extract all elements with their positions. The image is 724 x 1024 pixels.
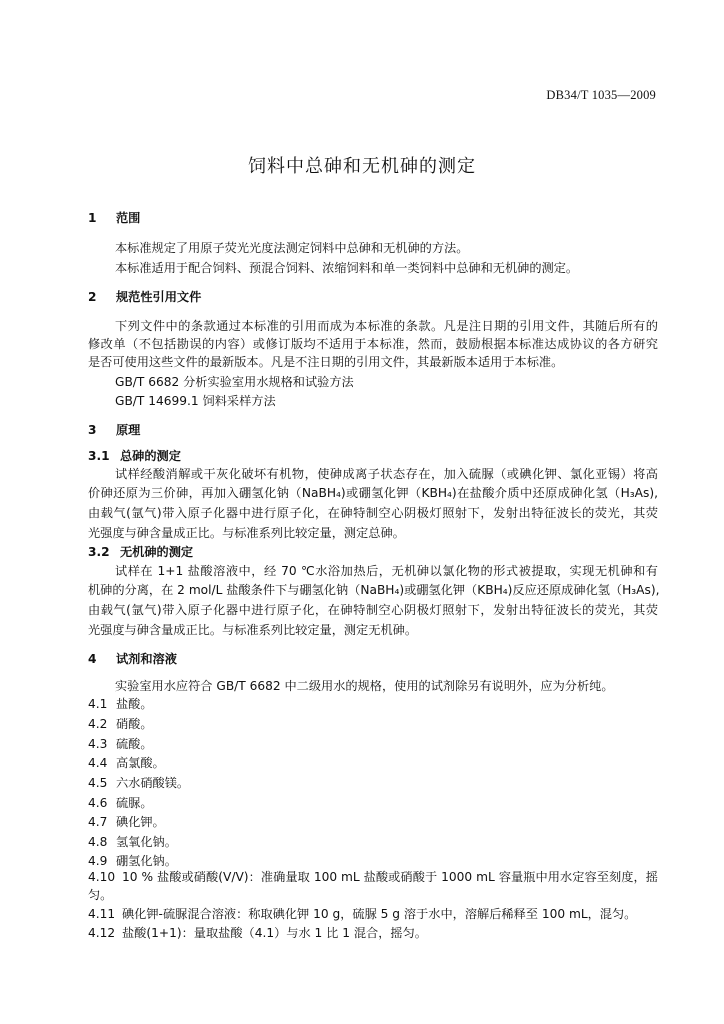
list-item	[88, 834, 658, 850]
subsection-3-2-heading	[88, 544, 658, 560]
item-text: 盐酸。	[116, 697, 153, 711]
item-number: 4.5	[88, 776, 108, 790]
paragraph-line: 本标准适用于配合饲料、预混合饲料、浓缩饲料和单一类饲料中总砷和无机砷的测定。	[115, 261, 579, 275]
list-item	[88, 736, 658, 752]
item-number: 4.1	[88, 697, 108, 711]
item-number: 4.3	[88, 737, 108, 751]
item-text: 碘化钾。	[116, 815, 165, 829]
item-number: 4.4	[88, 756, 108, 770]
list-item	[88, 755, 658, 771]
paragraph-line: 下列文件中的条款通过本标准的引用而成为本标准的条款。凡是注日期的引用文件，其随后所有的	[115, 319, 658, 333]
section-title: 范围	[116, 211, 141, 225]
item-number: 4.12	[88, 926, 116, 940]
paragraph-line: 修改单（不包括勘误的内容）或修订版均不适用于本标准，然而，鼓励根据本标准达成协议的各方研究	[88, 337, 658, 351]
list-item	[88, 696, 658, 712]
item-text: 硝酸。	[116, 717, 153, 731]
section-2-heading	[88, 289, 658, 305]
list-item	[88, 869, 658, 885]
paragraph-line: 光强度与砷含量成正比。与标准系列比较定量，测定无机砷。	[88, 623, 418, 637]
item-text: 硫酸。	[116, 737, 153, 751]
paragraph-line: 机砷的分离，在 2 mol/L 盐酸条件下与硼氢化钠（NaBH₄)或硼氢化钾（KBH₄)反应还原成砷化氢（H₃As),	[88, 583, 660, 597]
document-title: 饲料中总砷和无机砷的测定	[248, 156, 476, 177]
item-number: 4.8	[88, 835, 108, 849]
item-number: 4.9	[88, 854, 108, 868]
section-title: 试剂和溶液	[116, 652, 177, 666]
section-4-heading	[88, 651, 658, 667]
item-number: 4.2	[88, 717, 108, 731]
section-title: 原理	[116, 423, 141, 437]
subsection-title: 无机砷的测定	[120, 545, 194, 559]
paragraph-line: 由载气(氩气)带入原子化器中进行原子化，在砷特制空心阴极灯照射下，发射出特征波长的荧光，其荧	[88, 506, 658, 520]
item-number: 4.10	[88, 870, 116, 884]
paragraph-line: 试样经酸消解或干灰化破坏有机物，使砷成离子状态存在，加入硫脲（或碘化钾、氯化亚锡）将高	[115, 467, 658, 481]
item-text: 氢氧化钠。	[116, 835, 177, 849]
paragraph-line: 实验室用水应符合 GB/T 6682 中二级用水的规格，使用的试剂除另有说明外，应为分析纯。	[115, 679, 614, 693]
item-number: 4.11	[88, 907, 116, 921]
subsection-3-1-heading	[88, 448, 658, 464]
item-text: 硼氢化钠。	[116, 854, 177, 868]
item-text: 10 % 盐酸或硝酸(V/V)：准确量取 100 mL 盐酸或硝酸于 1000 mL 容量瓶中用水定容至刻度，摇	[122, 870, 658, 884]
paragraph-line: 光强度与砷含量成正比。与标准系列比较定量，测定总砷。	[88, 526, 405, 540]
paragraph-line: 本标准规定了用原子荧光光度法测定饲料中总砷和无机砷的方法。	[115, 241, 469, 255]
section-1-heading	[88, 210, 658, 226]
section-title: 规范性引用文件	[116, 290, 202, 304]
item-text: 盐酸(1+1)：量取盐酸（4.1）与水 1 比 1 混合，摇匀。	[122, 926, 427, 940]
item-text: 高氯酸。	[116, 756, 165, 770]
paragraph-line: 由载气(氩气)带入原子化器中进行原子化，在砷特制空心阴极灯照射下，发射出特征波长的荧光，其荧	[88, 603, 658, 617]
reference-line: GB/T 6682 分析实验室用水规格和试验方法	[115, 375, 354, 389]
subsection-number: 3.2	[88, 545, 110, 559]
paragraph-line: 试样在 1+1 盐酸溶液中，经 70 ℃水浴加热后，无机砷以氯化物的形式被提取，实现无机砷和有	[115, 564, 658, 578]
section-3-heading	[88, 422, 658, 438]
list-item-continuation: 匀。	[88, 888, 113, 902]
section-number: 4	[88, 652, 97, 666]
list-item	[88, 775, 658, 791]
paragraph-line: 价砷还原为三价砷，再加入硼氢化钠（NaBH₄)或硼氢化钾（KBH₄)在盐酸介质中还原成砷化氢（H₃As),	[88, 486, 658, 500]
paragraph-line: 是否可使用这些文件的最新版本。凡是不注日期的引用文件，其最新版本适用于本标准。	[88, 355, 564, 369]
item-number: 4.6	[88, 796, 108, 810]
subsection-title: 总砷的测定	[120, 449, 181, 463]
item-number: 4.7	[88, 815, 108, 829]
list-item	[88, 853, 658, 869]
standard-code: DB34/T 1035—2009	[546, 88, 656, 102]
list-item	[88, 814, 658, 830]
list-item	[88, 906, 658, 922]
list-item	[88, 925, 658, 941]
subsection-number: 3.1	[88, 449, 110, 463]
section-number: 1	[88, 211, 97, 225]
list-item	[88, 795, 658, 811]
section-number: 2	[88, 290, 97, 304]
item-text: 硫脲。	[116, 796, 153, 810]
reference-line: GB/T 14699.1 饲料采样方法	[115, 394, 276, 408]
section-number: 3	[88, 423, 97, 437]
list-item	[88, 716, 658, 732]
item-text: 六水硝酸镁。	[116, 776, 190, 790]
item-text: 碘化钾-硫脲混合溶液：称取碘化钾 10 g，硫脲 5 g 溶于水中，溶解后稀释至 100 mL，混匀。	[122, 907, 637, 921]
